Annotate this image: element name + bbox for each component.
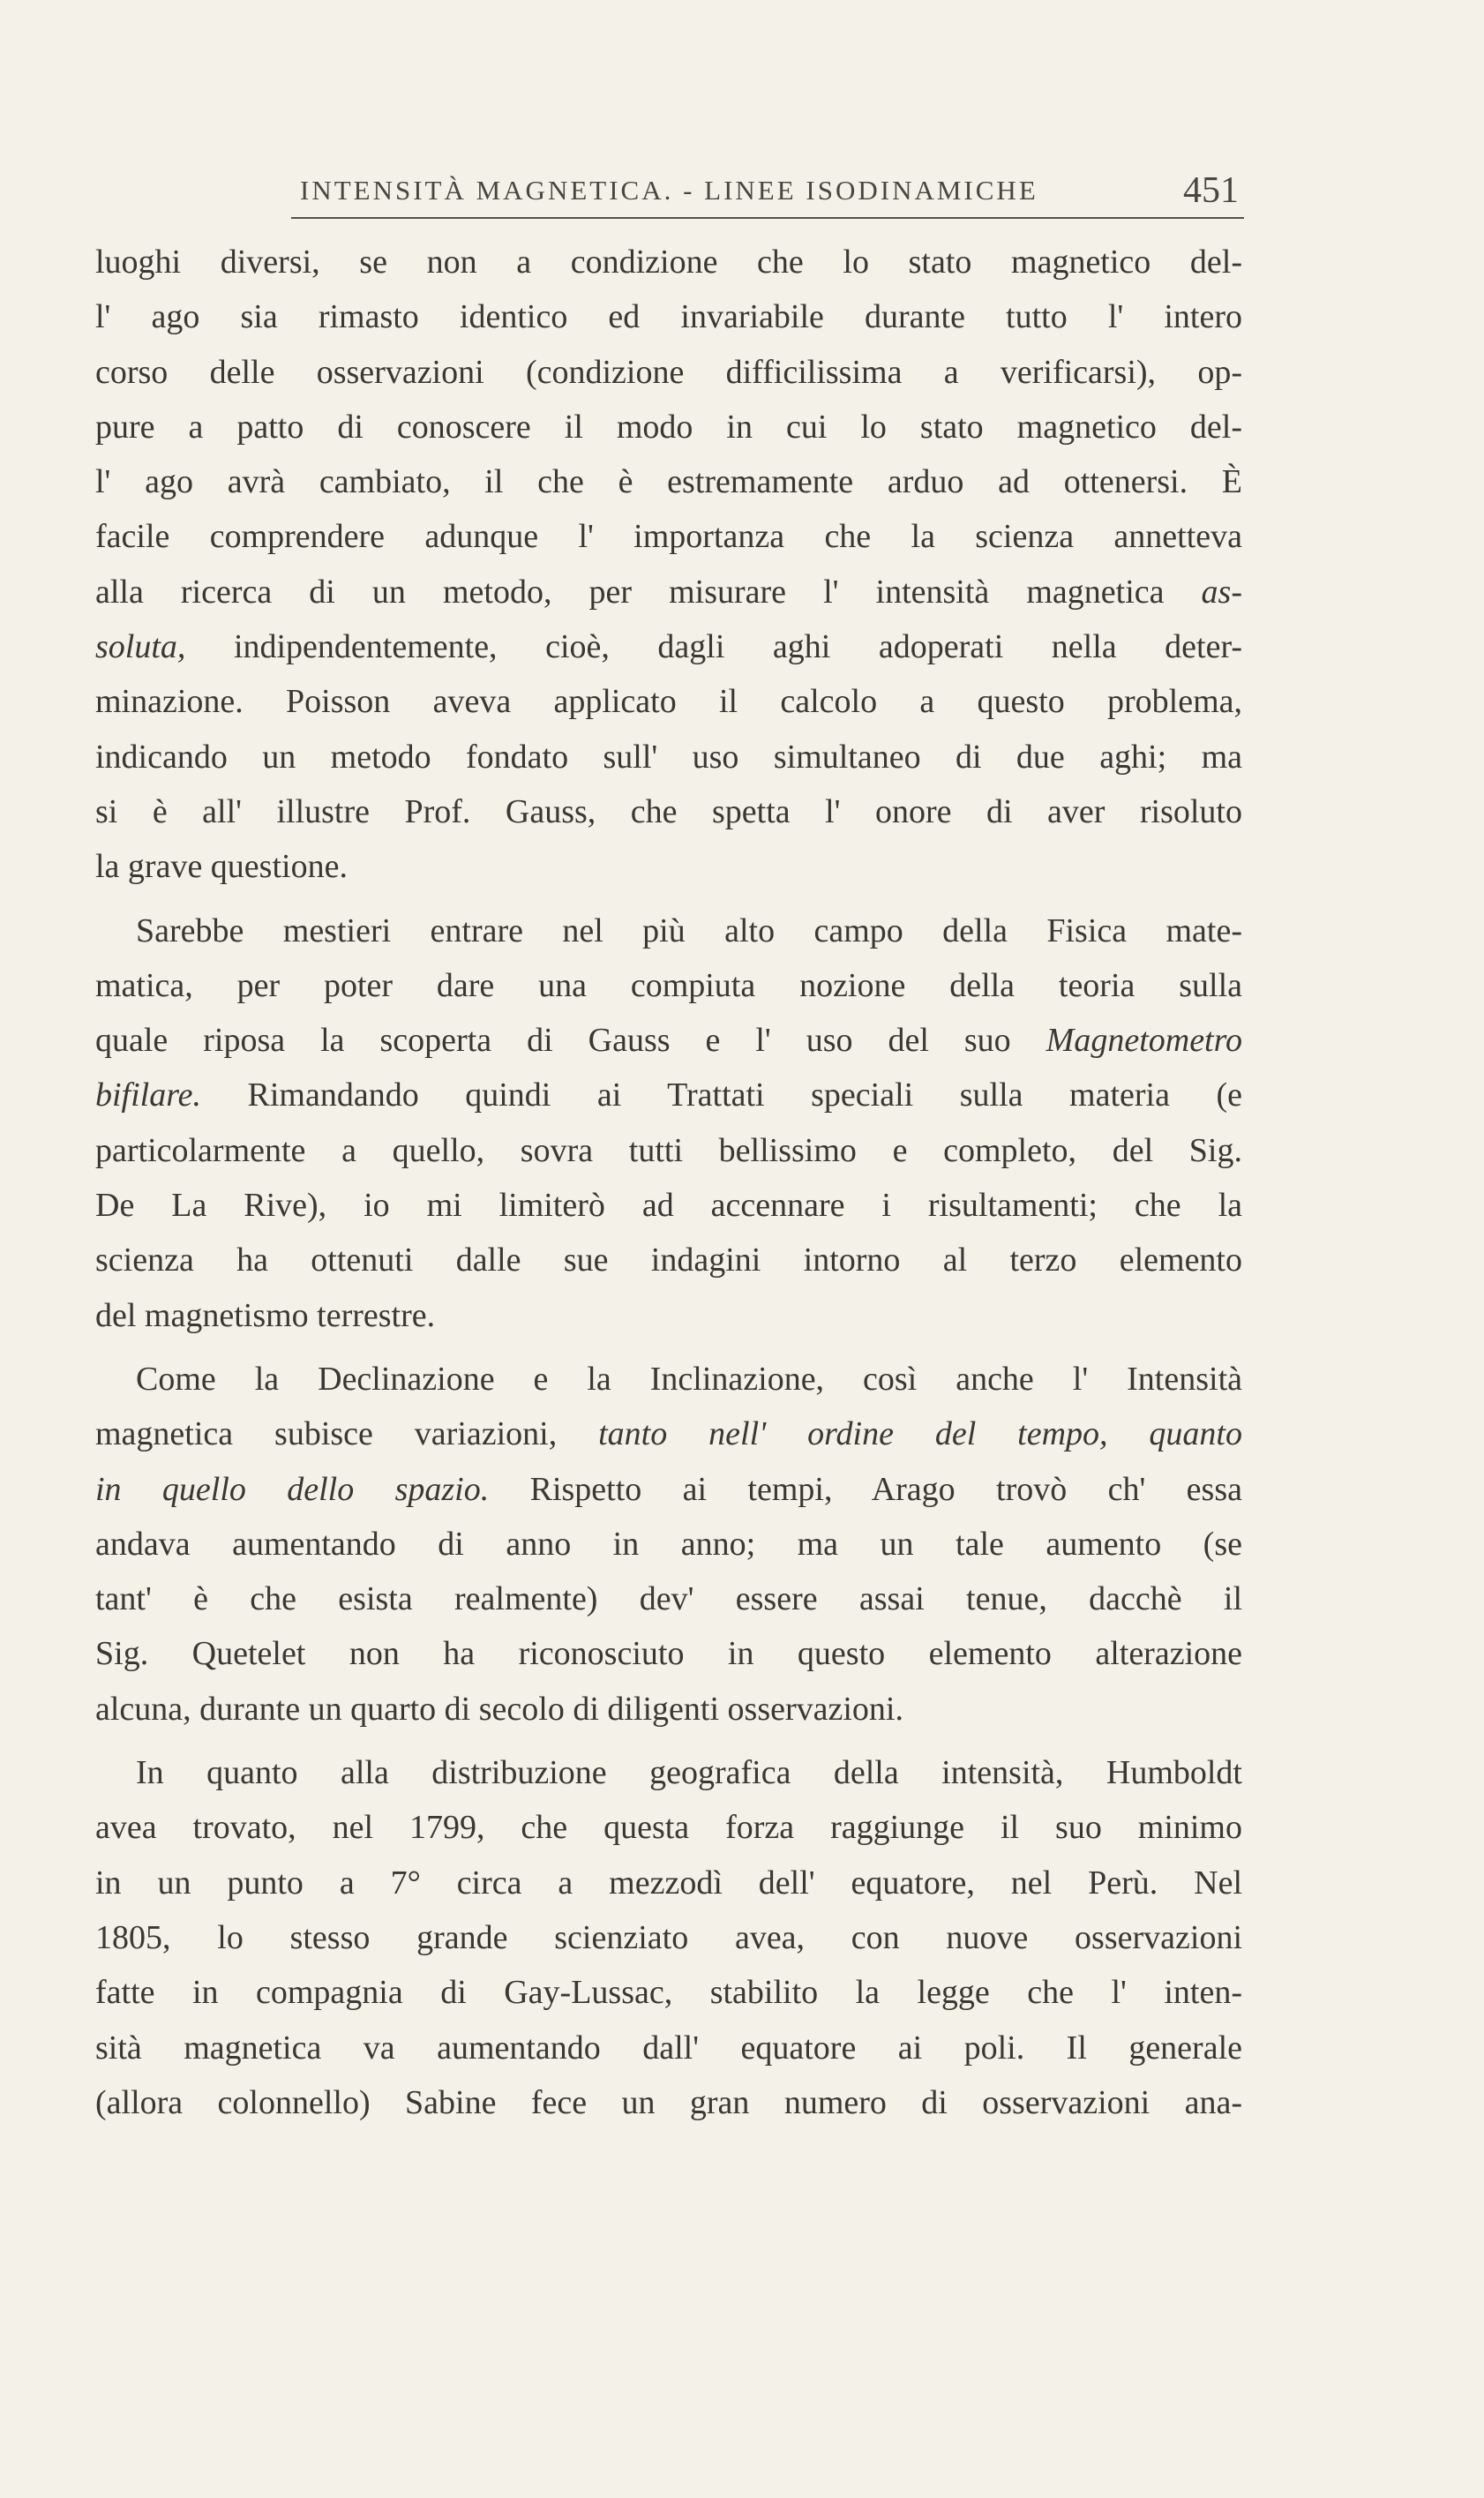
text-span: facile comprendere adunque l' importanza che la scienza annetteva	[95, 518, 1242, 556]
text-line	[95, 904, 1242, 958]
text-line	[95, 1288, 1242, 1343]
page-number: 451	[1183, 170, 1239, 211]
text-line	[95, 1123, 1242, 1178]
text-span: alla ricerca di un metodo, per misurare l' intensità magnetica	[95, 573, 1202, 611]
text-line	[95, 2075, 1242, 2130]
text-span: luoghi diversi, se non a condizione che lo stato magnetico del-	[95, 244, 1242, 281]
text-span: alcuna, durante un quarto di secolo di diligenti osservazioni.	[95, 1690, 903, 1728]
text-span: particolarmente a quello, sovra tutti bellissimo e completo, del Sig.	[95, 1131, 1242, 1169]
running-header	[291, 164, 1244, 219]
text-span: minazione. Poisson aveva applicato il calcolo a questo problema,	[95, 683, 1242, 721]
text-span: fatte in compagnia di Gay-Lussac, stabilito la legge che l' inten-	[95, 1974, 1242, 2012]
text-span: in un punto a 7° circa a mezzodì dell' equatore, nel Perù. Nel	[95, 1864, 1242, 1902]
text-line	[95, 509, 1242, 564]
text-span: andava aumentando di anno in anno; ma un tale aumento (se	[95, 1525, 1242, 1563]
text-line	[95, 1407, 1242, 1461]
text-line	[95, 1965, 1242, 2020]
text-line	[95, 289, 1242, 344]
text-line	[95, 1910, 1242, 1965]
text-span: del magnetismo terrestre.	[95, 1296, 436, 1334]
text-line	[95, 958, 1242, 1013]
text-span: l' ago sia rimasto identico ed invariabile durante tutto l' intero	[95, 298, 1242, 336]
text-span: corso delle osservazioni (condizione difficilissima a verificarsi), op-	[95, 353, 1242, 391]
text-span: Sig. Quetelet non ha riconosciuto in questo elemento alterazione	[95, 1635, 1242, 1673]
text-line	[95, 345, 1242, 400]
italic-text: soluta,	[95, 628, 186, 666]
text-line	[95, 730, 1242, 784]
text-line	[95, 1233, 1242, 1287]
text-span: sità magnetica va aumentando dall' equatore ai poli. Il generale	[95, 2029, 1242, 2067]
text-line	[95, 565, 1242, 619]
text-line	[95, 784, 1242, 839]
text-line	[95, 2021, 1242, 2075]
text-line	[95, 1462, 1242, 1517]
text-span: tant' è che esista realmente) dev' essere assai tenue, dacchè il	[95, 1580, 1242, 1618]
text-line	[95, 619, 1242, 674]
text-line	[95, 400, 1242, 454]
text-span: (allora colonnello) Sabine fece un gran numero di osservazioni ana-	[95, 2083, 1242, 2121]
body-text	[95, 235, 1242, 2130]
text-line	[95, 1626, 1242, 1681]
text-span: quale riposa la scoperta di Gauss e l' uso del suo	[95, 1022, 1046, 1060]
text-line	[95, 1178, 1242, 1233]
text-line	[95, 674, 1242, 729]
text-line	[95, 1013, 1242, 1068]
italic-text: as-	[1201, 573, 1242, 611]
text-span: avea trovato, nel 1799, che questa forza raggiunge il suo minimo	[95, 1809, 1242, 1847]
text-span: pure a patto di conoscere il modo in cui lo stato magnetico del-	[95, 408, 1242, 446]
text-line	[95, 1856, 1242, 1910]
text-line	[95, 1682, 1242, 1737]
text-span: De La Rive), io mi limiterò ad accennare i risultamenti; che la	[95, 1187, 1242, 1225]
text-span: Rispetto ai tempi, Arago trovò ch' essa	[489, 1470, 1242, 1508]
text-span: indipendentemente, cioè, dagli aghi adoperati nella deter-	[185, 628, 1242, 666]
text-line	[95, 839, 1242, 894]
text-line	[95, 1745, 1242, 1800]
italic-text: in quello dello spazio.	[95, 1470, 490, 1508]
text-span: scienza ha ottenuti dalle sue indagini intorno al terzo elemento	[95, 1241, 1242, 1279]
text-span: Rimandando quindi ai Trattati speciali sulla materia (e	[200, 1076, 1242, 1114]
text-line	[95, 1352, 1242, 1407]
text-span: si è all' illustre Prof. Gauss, che spetta l' onore di aver risoluto	[95, 792, 1242, 830]
text-line	[95, 1068, 1242, 1122]
text-line	[95, 1800, 1242, 1855]
text-line	[95, 1572, 1242, 1626]
text-line	[95, 1517, 1242, 1572]
text-span: matica, per poter dare una compiuta nozione della teoria sulla	[95, 966, 1242, 1004]
text-span: magnetica subisce variazioni,	[95, 1415, 599, 1453]
text-span: In quanto alla distribuzione geografica della intensità, Humboldt	[136, 1754, 1242, 1792]
running-title: INTENSITÀ MAGNETICA. - LINEE ISODINAMICHE	[300, 175, 1038, 206]
text-span: indicando un metodo fondato sull' uso simultaneo di due aghi; ma	[95, 738, 1242, 776]
text-span: 1805, lo stesso grande scienziato avea, con nuove osservazioni	[95, 1918, 1242, 1956]
text-span: Sarebbe mestieri entrare nel più alto campo della Fisica mate-	[136, 911, 1242, 949]
italic-text: bifilare.	[95, 1076, 201, 1114]
text-line	[95, 235, 1242, 289]
text-line	[95, 454, 1242, 509]
text-span: l' ago avrà cambiato, il che è estremamente arduo ad ottenersi. È	[95, 463, 1242, 501]
text-span: Come la Declinazione e la Inclinazione, così anche l' Intensità	[136, 1360, 1242, 1398]
italic-text: tanto nell' ordine del tempo, quanto	[598, 1415, 1242, 1453]
text-span: la grave questione.	[95, 848, 348, 886]
italic-text: Magnetometro	[1046, 1022, 1242, 1060]
